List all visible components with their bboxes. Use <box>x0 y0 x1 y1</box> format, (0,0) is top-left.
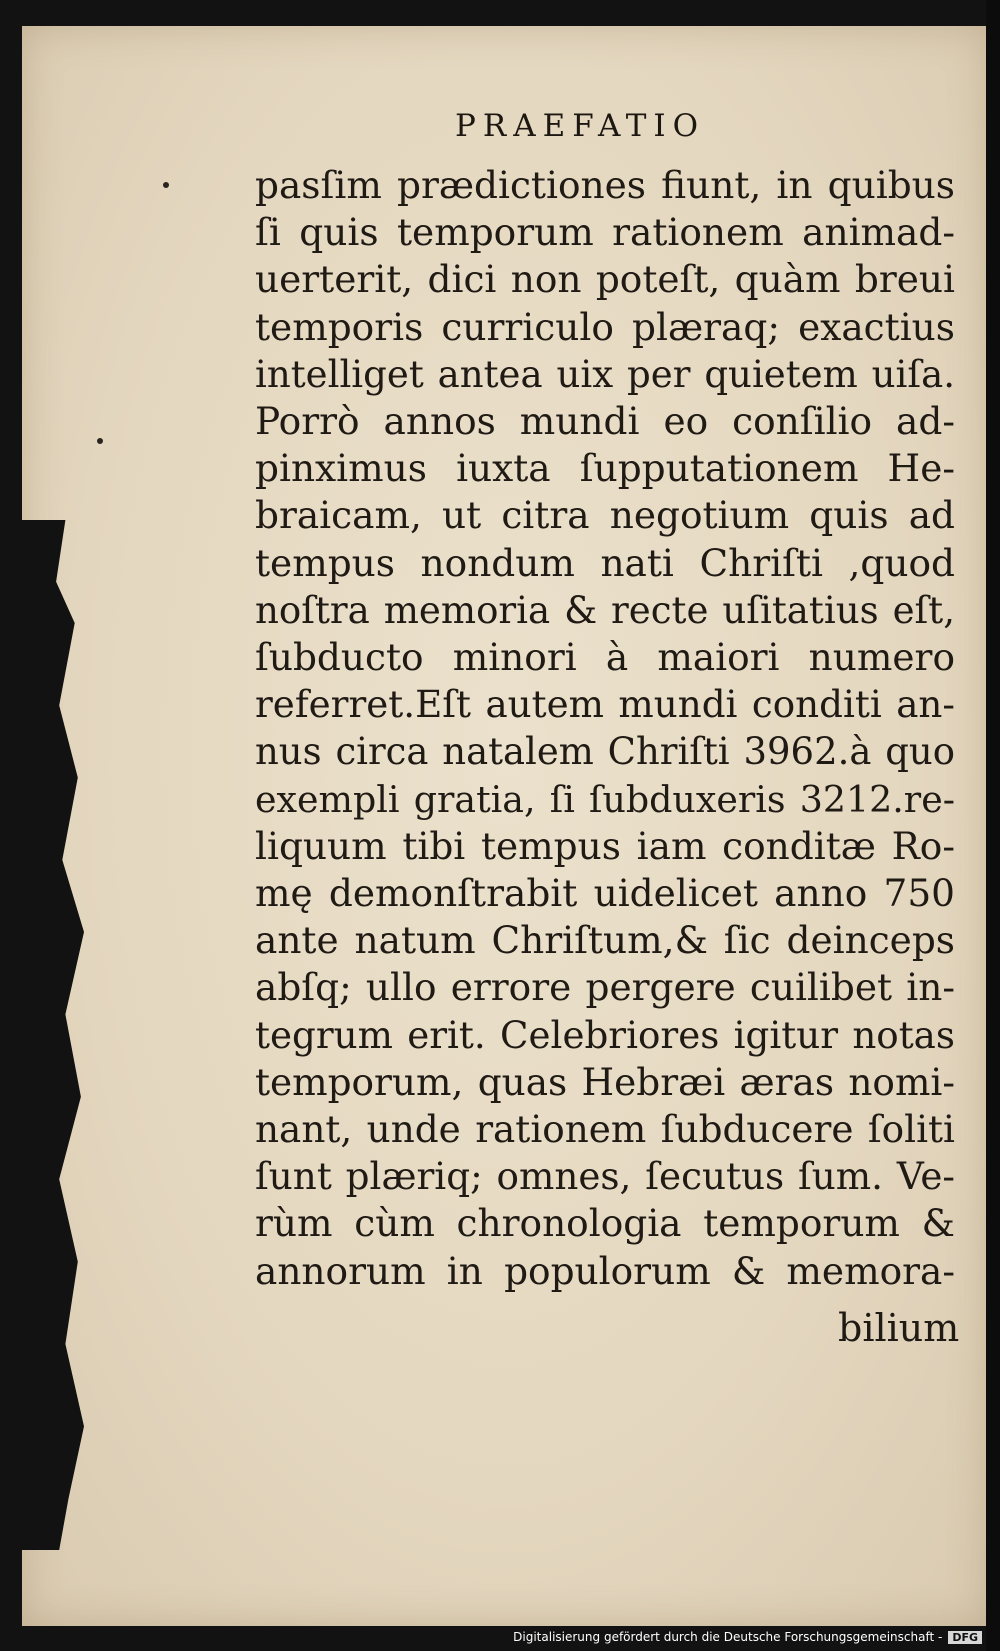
text-line: noſtra memoria & recte uſitatius eſt, <box>255 588 955 632</box>
text-line: liquum tibi tempus iam conditæ Ro- <box>255 823 955 868</box>
text-line: temporis curriculo plæraq; exactius <box>255 304 955 349</box>
text-line: tegrum erit. Celebriores igitur notas <box>255 1012 955 1057</box>
ink-speck <box>163 182 169 188</box>
text-line: mę demonſtrabit uidelicet anno 750 <box>255 871 955 916</box>
text-line: tempus nondum nati Chriſti ,quod <box>255 540 955 585</box>
text-line: nus circa natalem Chriſti 3962.à quo <box>255 730 955 774</box>
scan-border <box>986 0 1000 1651</box>
text-line: ante natum Chriſtum,& ſic deinceps <box>255 918 955 963</box>
text-line: uerterit, dici non poteſt, quàm breui <box>255 257 955 302</box>
text-line: nant, unde rationem ſubducere ſoliti <box>255 1107 955 1152</box>
text-line: exempli gratia, ſi ſubduxeris 3212.re- <box>255 777 955 821</box>
dfg-logo: DFG <box>948 1631 982 1644</box>
running-header: PRAEFATIO <box>455 108 706 144</box>
text-line: intelliget antea uix per quietem uiſa. <box>255 352 955 396</box>
text-line: braicam, ut citra negotium quis ad <box>255 493 955 538</box>
text-line: annorum in populorum & memora- <box>255 1248 955 1293</box>
text-line: pasſim prædictiones fiunt, in quibus <box>255 163 955 207</box>
text-line: ſi quis temporum rationem animad- <box>255 210 955 255</box>
text-line: ſubducto minori à maiori numero <box>255 635 955 680</box>
text-line: pinximus iuxta ſupputationem He- <box>255 446 955 491</box>
text-line: abſq; ullo errore pergere cuilibet in- <box>255 965 955 1010</box>
digitization-credit <box>513 1627 982 1647</box>
ink-speck <box>97 438 103 444</box>
credit-text: Digitalisierung gefördert durch die Deutsche Forschungsgemeinschaft - <box>513 1630 943 1644</box>
text-line: ſunt plæriq; omnes, ſecutus ſum. Ve- <box>255 1154 955 1199</box>
text-line: rùm cùm chronologia temporum & <box>255 1201 955 1246</box>
text-line: Porrò annos mundi eo conſilio ad- <box>255 399 955 444</box>
text-line: temporum, quas Hebræi æras nomi- <box>255 1059 955 1104</box>
text-line: referret.Eſt autem mundi conditi an- <box>255 682 955 727</box>
body-text <box>255 162 955 1295</box>
catchword: bilium <box>838 1306 960 1350</box>
